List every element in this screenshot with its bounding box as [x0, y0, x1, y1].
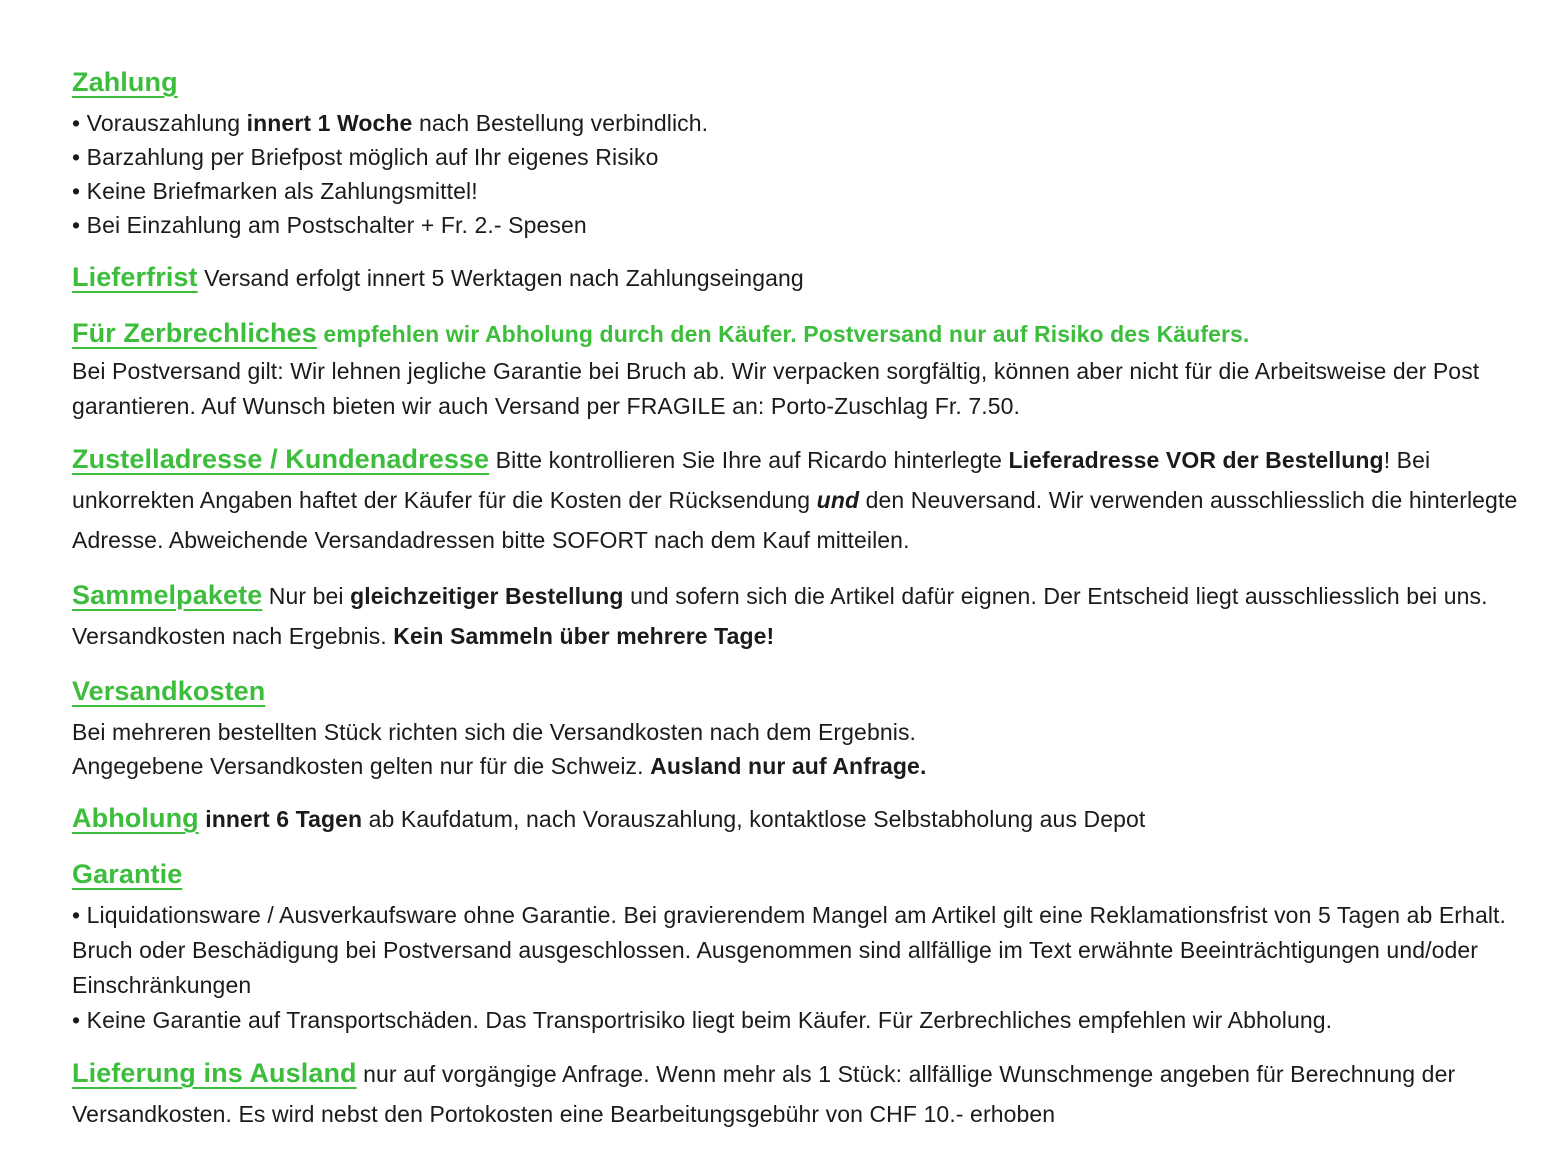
body-paragraph: [72, 354, 1518, 424]
section-lieferfrist: [72, 257, 1518, 298]
section-heading: Sammelpakete: [72, 580, 263, 610]
section-heading: Abholung: [72, 803, 199, 833]
section-heading: Garantie: [72, 859, 183, 889]
bullet-line: [72, 140, 1518, 174]
text-segment: • Liquidationsware / Ausverkaufsware ohne Garantie. Bei gravierendem Mangel am Artikel gilt eine Reklamationsfrist von 5 Tagen ab Erhalt. Bruch oder Beschädigung bei Postversand ausgeschlossen. Ausgenommen sind allfällige im Text erwähnte Beeinträchtigungen und/oder Einschränkungen: [72, 902, 1507, 998]
text-segment: innert 6 Tagen: [205, 806, 363, 832]
section-heading: Lieferung ins Ausland: [72, 1058, 357, 1088]
section-zustelladresse: [72, 439, 1518, 560]
bullet-line: [72, 208, 1518, 242]
section-heading-line: [72, 257, 1518, 298]
body-paragraph: [72, 1053, 1518, 1134]
section-heading-line: [72, 313, 1518, 354]
section-heading: Zustelladresse / Kundenadresse: [72, 444, 490, 474]
text-segment: Bei Postversand gilt: Wir lehnen jegliche Garantie bei Bruch ab. Wir verpacken sorgfältig, können aber nicht für die Arbeitsweise der Post garantieren. Auf Wunsch bieten wir auch Versand per FRAGILE an: Porto-Zuschlag Fr. 7.50.: [72, 358, 1480, 419]
text-segment: Lieferadresse VOR der Bestellung: [1008, 447, 1384, 473]
text-segment: Bei mehreren bestellten Stück richten sich die Versandkosten nach dem Ergebnis.: [72, 719, 917, 745]
section-heading: Versandkosten: [72, 676, 266, 706]
text-segment: ! Bei unkorrekten Angaben haftet der Käufer für die Kosten der Rücksendung: [72, 447, 1431, 513]
text-segment: und: [816, 487, 860, 513]
section-heading-line: [72, 854, 1518, 895]
text-segment: • Bei Einzahlung am Postschalter + Fr. 2.- Spesen: [72, 212, 587, 238]
section-heading: Lieferfrist: [72, 262, 198, 292]
section-heading-line: [72, 62, 1518, 103]
text-segment: • Keine Garantie auf Transportschäden. Das Transportrisiko liegt beim Käufer. Für Zerbrechliches empfehlen wir Abholung.: [72, 1007, 1333, 1033]
section-garantie: [72, 854, 1518, 1038]
text-segment: Versand erfolgt innert 5 Werktagen nach Zahlungseingang: [197, 265, 804, 291]
body-paragraph: [72, 439, 1518, 560]
section-lieferung-ausland: [72, 1053, 1518, 1134]
text-segment: • Barzahlung per Briefpost möglich auf Ihr eigenes Risiko: [72, 144, 659, 170]
text-segment: • Vorauszahlung: [72, 110, 247, 136]
body-line: [72, 749, 1518, 783]
section-abholung: [72, 798, 1518, 839]
bullet-paragraph: [72, 1003, 1518, 1038]
section-fuer-zerbrechliches: [72, 313, 1518, 424]
bullet-line: [72, 174, 1518, 208]
text-segment: Bitte kontrollieren Sie Ihre auf Ricardo hinterlegte: [489, 447, 1009, 473]
section-heading: Zahlung: [72, 67, 178, 97]
section-heading: Für Zerbrechliches: [72, 318, 317, 348]
section-zahlung: [72, 62, 1518, 242]
text-segment: Ausland nur auf Anfrage.: [650, 753, 927, 779]
text-segment: Kein Sammeln über mehrere Tage!: [393, 623, 775, 649]
text-segment: gleichzeitiger Bestellung: [350, 583, 624, 609]
text-segment: innert 1 Woche: [246, 110, 413, 136]
text-segment: Angegebene Versandkosten gelten nur für die Schweiz.: [72, 753, 651, 779]
text-segment: empfehlen wir Abholung durch den Käufer. Postversand nur auf Risiko des Käufers.: [316, 321, 1250, 347]
section-heading-line: [72, 798, 1518, 839]
bullet-paragraph: [72, 898, 1518, 1003]
text-segment: nur auf vorgängige Anfrage. Wenn mehr als 1 Stück: allfällige Wunschmenge angeben für Berechnung der Versandkosten. Es wird nebst den Portokosten eine Bearbeitungsgebühr von CHF 10.- erhoben: [72, 1061, 1456, 1127]
section-versandkosten: [72, 671, 1518, 783]
body-line: [72, 715, 1518, 749]
text-segment: • Keine Briefmarken als Zahlungsmittel!: [72, 178, 478, 204]
text-segment: ab Kaufdatum, nach Vorauszahlung, kontaktlose Selbstabholung aus Depot: [362, 806, 1146, 832]
text-segment: nach Bestellung verbindlich.: [412, 110, 709, 136]
text-segment: Nur bei: [262, 583, 351, 609]
body-paragraph: [72, 575, 1518, 656]
section-heading-line: [72, 671, 1518, 712]
bullet-line: [72, 106, 1518, 140]
text-segment: den Neuversand. Wir verwenden ausschliesslich die hinterlegte Adresse. Abweichende Versandadressen bitte SOFORT nach dem Kauf mitteilen.: [72, 487, 1518, 553]
section-sammelpakete: [72, 575, 1518, 656]
text-segment: und sofern sich die Artikel dafür eignen. Der Entscheid liegt ausschliesslich bei uns. Versandkosten nach Ergebnis.: [72, 583, 1488, 649]
